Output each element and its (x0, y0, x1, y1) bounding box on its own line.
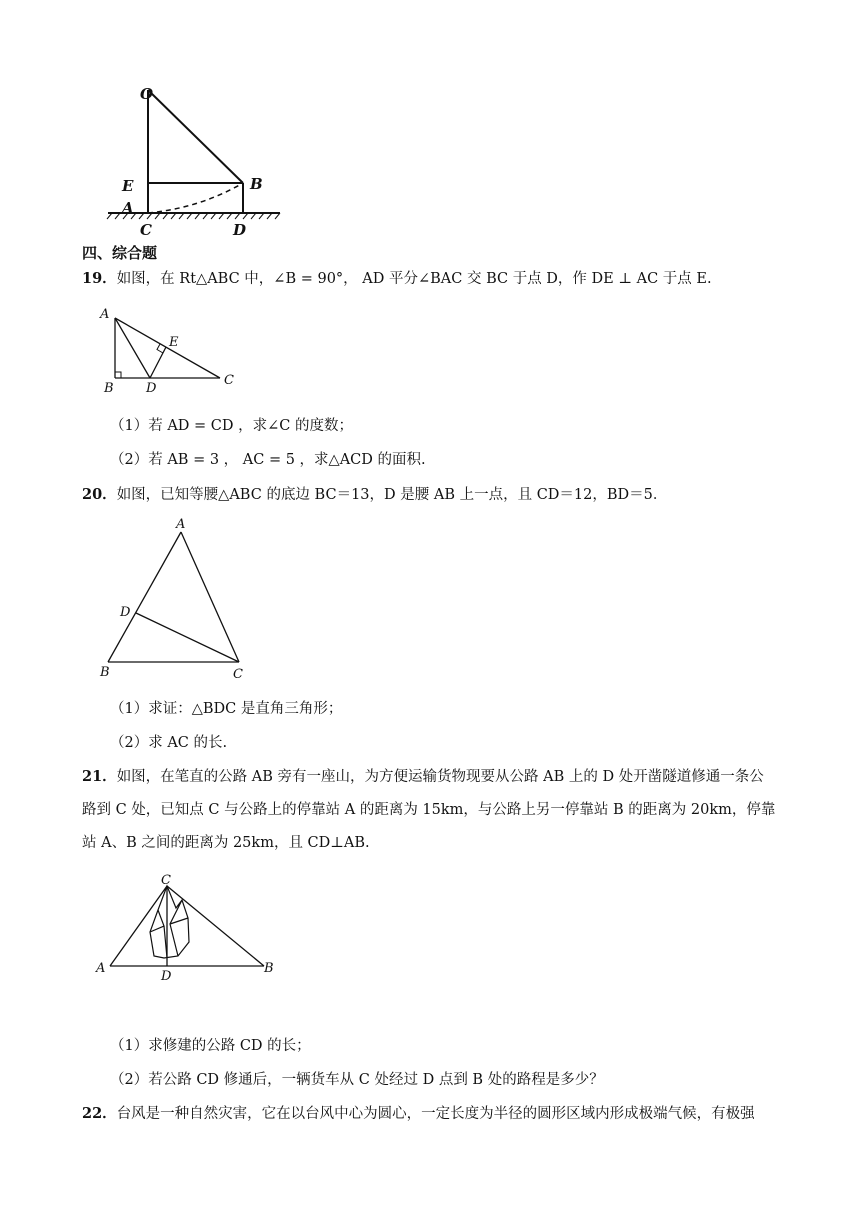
q21-label-B: B (264, 961, 274, 976)
q21-line2: 路到 C 处，已知点 C 与公路上的停靠站 A 的距离为 15km，与公路上另一停靠站 B 的距离为 20km，停靠 (82, 802, 776, 818)
q20-number: 20． (82, 486, 117, 503)
q20-label-A: A (176, 517, 186, 532)
q19-label-C: C (224, 373, 234, 388)
label-B: B (250, 175, 263, 193)
q19-label-E: E (169, 335, 179, 350)
label-O: O (140, 85, 154, 103)
segment-DC (136, 613, 239, 662)
q19-stem (82, 269, 712, 289)
q21-label-D: D (161, 969, 172, 980)
q19-label-B: B (104, 381, 114, 395)
right-angle-B (115, 372, 121, 378)
q21-label-C: C (161, 873, 171, 888)
mountain-icon (150, 886, 189, 958)
q19-part2: （2）若 AB = 3 ， AC = 5 ，求△ACD 的面积. (110, 452, 426, 468)
q20-label-B: B (100, 665, 110, 680)
q21-figure (92, 870, 292, 980)
q20-figure (96, 512, 256, 682)
q21-label-A: A (96, 961, 106, 976)
q19-figure (98, 300, 248, 395)
label-D: D (233, 221, 247, 239)
segment-OB (148, 90, 243, 183)
q21-part2: （2）若公路 CD 修通后，一辆货车从 C 处经过 D 点到 B 处的路程是多少？ (110, 1072, 604, 1088)
q21-text-line1: 如图，在笔直的公路 AB 旁有一座山，为方便运输货物现要从公路 AB 上的 D 处开凿隧道修通一条公 (116, 769, 764, 785)
q22-number: 22． (82, 1105, 117, 1122)
segment-AB (108, 532, 181, 662)
q20-label-C: C (233, 667, 243, 682)
segment-AC (181, 532, 239, 662)
label-A: A (122, 199, 134, 217)
segment-AD (115, 318, 150, 378)
q19-part1: （1）若 AD = CD ，求∠C 的度数； (110, 418, 353, 434)
q19-text: 如图，在 Rt△ABC 中，∠B = 90°， AD 平分∠BAC 交 BC 于点 D，作 DE ⊥ AC 于点 E. (116, 271, 712, 287)
segment-DE (150, 347, 166, 378)
q22-line1 (82, 1104, 755, 1124)
q21-line1 (82, 767, 764, 787)
arc-AB (148, 183, 243, 213)
q19-label-D: D (146, 381, 157, 395)
label-E: E (122, 177, 134, 195)
section-heading: 四、综合题 (82, 244, 158, 262)
q20-part2: （2）求 AC 的长. (110, 735, 228, 751)
q21-number: 21． (82, 768, 117, 785)
q19-number: 19． (82, 270, 117, 287)
q22-text-line1: 台风是一种自然灾害，它在以台风中心为圆心，一定长度为半径的圆形区域内形成极端气候，有极强 (116, 1106, 755, 1122)
q20-text: 如图，已知等腰△ABC 的底边 BC＝13，D 是腰 AB 上一点，且 CD＝12，BD＝5． (116, 487, 668, 503)
q20-part1: （1）求证：△BDC 是直角三角形； (110, 701, 343, 717)
top-figure (100, 80, 290, 240)
segment-BC (167, 886, 264, 966)
q20-label-D: D (120, 605, 131, 620)
segment-AC (115, 318, 220, 378)
q19-label-A: A (100, 307, 110, 322)
q21-part1: （1）求修建的公路 CD 的长； (110, 1038, 311, 1054)
q21-line3: 站 A、B 之间的距离为 25km，且 CD⊥AB. (82, 835, 370, 851)
label-C: C (140, 221, 152, 239)
segment-AC (110, 886, 167, 966)
q20-stem (82, 485, 667, 505)
